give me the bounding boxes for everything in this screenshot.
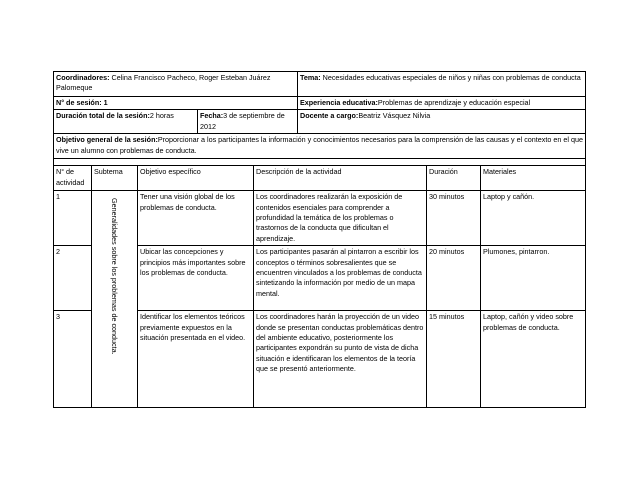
col-header-materials: Materiales <box>481 166 586 191</box>
column-header-row <box>54 166 586 191</box>
experience-value: Problemas de aprendizaje y educación especial <box>377 98 531 107</box>
session-plan-table <box>53 71 586 408</box>
teacher-label: Docente a cargo: <box>300 111 359 121</box>
activity-description: Los participantes pasarán al pintarron a escribir los conceptos o términos sobresalientes que se encuentren vinculados a los problemas de conducta sintetizando la información por medio de un mapa mental. <box>254 246 427 311</box>
col-header-objective: Objetivo específico <box>138 166 254 191</box>
activity-duration: 15 minutos <box>427 311 481 408</box>
table-row <box>54 191 586 246</box>
header-row-coordinators <box>54 72 586 97</box>
theme-value: Necesidades educativas especiales de niños y niñas con problemas de conducta <box>320 73 581 82</box>
general-objective-label: Objetivo general de la sesión: <box>56 135 158 145</box>
activity-duration: 30 minutos <box>427 191 481 246</box>
duration-total-cell <box>54 110 198 134</box>
teacher-cell <box>298 110 586 134</box>
spacer-cell <box>54 159 586 166</box>
coordinators-label: Coordinadores: <box>56 73 110 82</box>
activity-objective: Identificar los elementos teóricos previamente expuestos en la situación presentada en el video. <box>138 311 254 408</box>
activity-materials: Laptop, cañón y video sobre problemas de conducta. <box>481 311 586 408</box>
spacer-row <box>54 159 586 166</box>
theme-label: Tema: <box>300 73 321 82</box>
activity-description: Los coordinadores realizarán la exposición de contenidos esenciales para comprender a profundidad la temática de los problemas o trastornos de la conducta que dificultan el aprendizaje. <box>254 191 427 246</box>
experience-cell <box>298 97 586 110</box>
general-objective-cell <box>54 134 586 159</box>
activity-duration: 20 minutos <box>427 246 481 311</box>
coordinators-value: Celina Francisco Pacheco, Roger Esteban Juárez Palomeque <box>56 73 271 93</box>
subtopic-cell <box>92 191 138 408</box>
activity-objective: Ubicar las concepciones y principios más importantes sobre los problemas de conducta. <box>138 246 254 311</box>
activity-materials: Laptop y cañón. <box>481 191 586 246</box>
date-cell <box>198 110 298 134</box>
activity-number: 2 <box>54 246 92 311</box>
header-row-objective <box>54 134 586 159</box>
general-objective-value: Proporcionar a los participantes la información y conocimientos necesarios para la comprensión de las causas y el contexto en el que vive un alumno con problemas de conducta. <box>56 135 583 155</box>
subtopic-vertical-text: Generalidades sobre los problemas de conducta. <box>110 198 119 355</box>
session-label: N° de sesión: 1 <box>56 98 108 107</box>
col-header-duration: Duración <box>427 166 481 191</box>
activity-number: 3 <box>54 311 92 408</box>
col-header-activity-number: N° de actividad <box>54 166 92 191</box>
coordinators-cell <box>54 72 298 97</box>
date-value: 3 de septiembre de 2012 <box>200 111 285 131</box>
col-header-subtopic: Subtema <box>92 166 138 191</box>
theme-cell <box>298 72 586 97</box>
activity-objective: Tener una visión global de los problemas de conducta. <box>138 191 254 246</box>
duration-total-label: Duración total de la sesión: <box>56 111 150 121</box>
header-row-duration <box>54 110 586 134</box>
date-label: Fecha: <box>200 111 224 121</box>
experience-label: Experiencia educativa: <box>300 98 378 107</box>
col-header-description: Descripción de la actividad <box>254 166 427 191</box>
activity-number: 1 <box>54 191 92 246</box>
activity-description: Los coordinadores harán la proyección de un video donde se presentan conductas problemáticas dentro del ambiente educativo, posteriormente los participantes expondrán su punto de vista de dicha situación e identificaran los elementos de la teoría que se presentó anteriormente. <box>254 311 427 408</box>
session-cell <box>54 97 298 110</box>
session-plan-document <box>53 71 585 408</box>
activity-materials: Plumones, pintarron. <box>481 246 586 311</box>
duration-total-value: 2 horas <box>149 111 174 121</box>
teacher-value: Beatriz Vásquez Nilvia <box>358 111 431 121</box>
header-row-session <box>54 97 586 110</box>
